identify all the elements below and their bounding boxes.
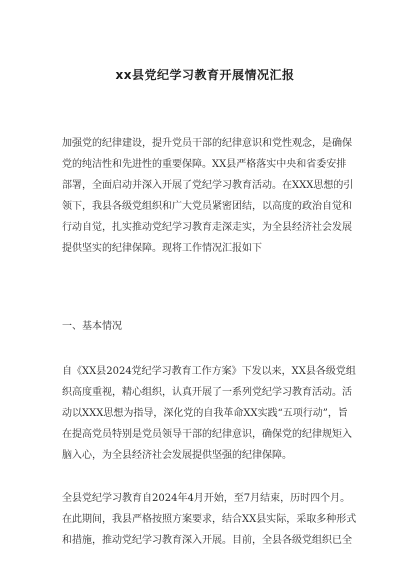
- paragraph-line: 党的纯洁性和先进性的重要保障。XX县严格落实中央和省委安排: [62, 159, 347, 170]
- paragraph-line: 全县党纪学习教育自2024年4月开始，至7月结束，历时四个月。: [62, 493, 351, 504]
- paragraph-line: 加强党的纪律建设，提升党员干部的纪律意识和党性观念，是确保: [62, 138, 352, 149]
- paragraph-line: 在此期间，我县严格按照方案要求，结合XX县实际，采取多种形式: [62, 514, 357, 525]
- paragraph-line: 自《XX县2024党纪学习教育工作方案》下发以来，XX县各级党组: [62, 366, 356, 377]
- intro-paragraph: [62, 133, 358, 259]
- paragraph-line: 领下，我县各级党组织和广大党员紧密团结，以高度的政治自觉和: [62, 201, 352, 212]
- section-heading: 一、基本情况: [62, 321, 122, 332]
- document-title: xx县党纪学习教育开展情况汇报: [115, 68, 295, 82]
- paragraph-line: 部署，全面启动并深入开展了党纪学习教育活动。在XXX思想的引: [62, 180, 354, 191]
- timeline-paragraph: [62, 488, 358, 551]
- basic-situation-paragraph: [62, 361, 358, 466]
- paragraph-line: 和措施，推动党纪学习教育深入开展。目前，全县各级党组织已全: [62, 535, 352, 546]
- paragraph-line: 织高度重视，精心组织，认真开展了一系列党纪学习教育活动。活: [62, 387, 352, 398]
- paragraph-line: 在提高党员特别是党员领导干部的纪律意识，确保党的纪律规矩入: [62, 429, 352, 440]
- paragraph-line: 行动自觉，扎实推动党纪学习教育走深走实，为全县经济社会发展: [62, 222, 352, 233]
- paragraph-line: 脑入心，为全县经济社会发展提供坚强的纪律保障。: [62, 450, 292, 461]
- paragraph-line: 动以XXX思想为指导，深化党的自我革命XX实践“五项行动”，旨: [62, 408, 348, 419]
- paragraph-line: 提供坚实的纪律保障。现将工作情况汇报如下: [62, 243, 262, 254]
